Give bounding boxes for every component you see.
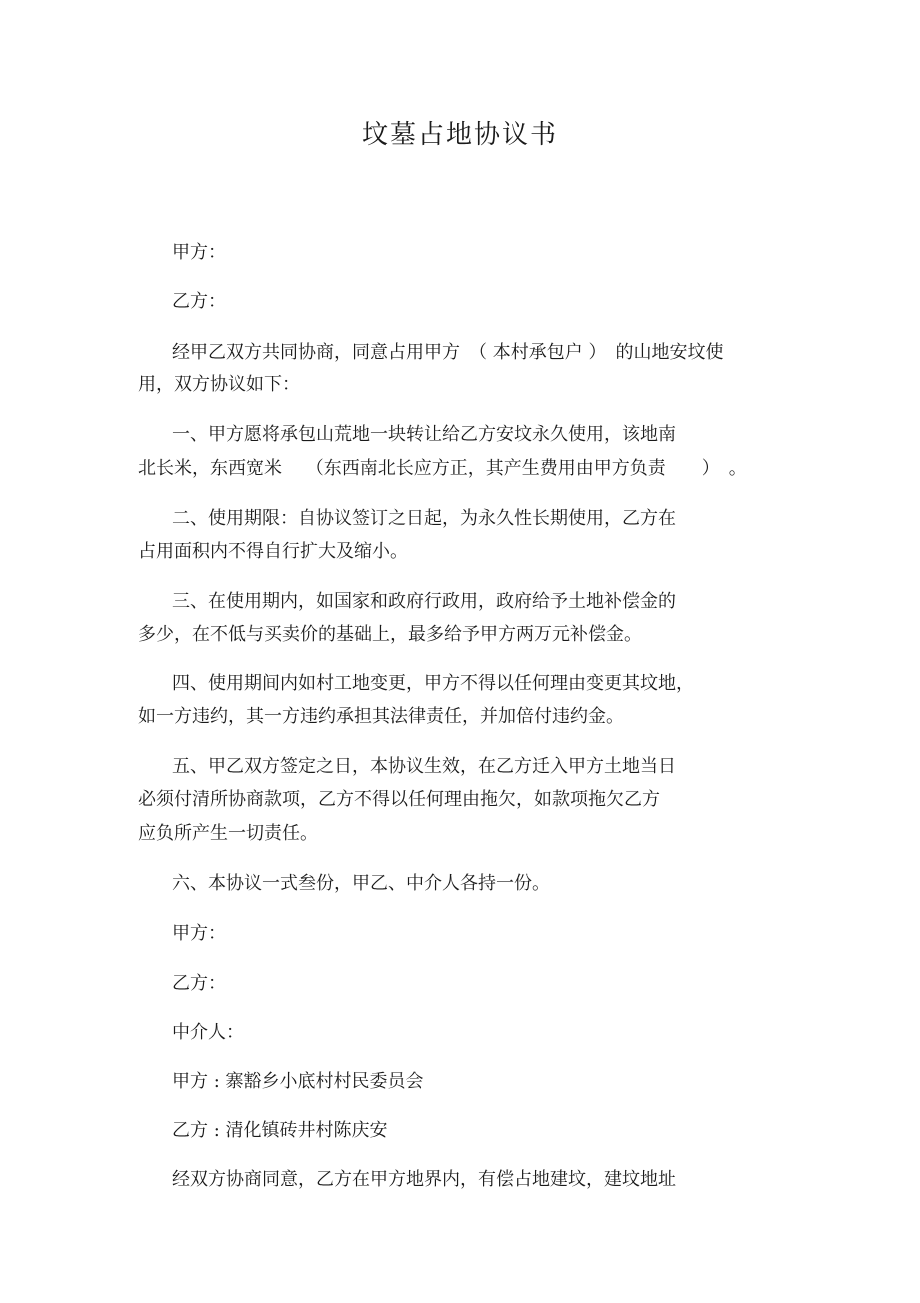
party-a-name: 甲方 : 寨豁乡小底村村民委员会 <box>172 1071 424 1092</box>
preamble-line-1: 经甲乙双方共同协商，同意占用甲方 （ 本村承包户 ） 的山地安坟使 <box>172 342 724 363</box>
clause-3-line-1: 三、在使用期内，如国家和政府行政用，政府给予土地补偿金的 <box>172 591 676 612</box>
party-a-label: 甲方： <box>172 242 226 263</box>
clause-2-line-1: 二、使用期限：自协议签订之日起，为永久性长期使用，乙方在 <box>172 508 676 529</box>
clause-6-line-1: 六、本协议一式叁份，甲乙、中介人各持一份。 <box>172 873 550 894</box>
final-paragraph-line-1: 经双方协商同意，乙方在甲方地界内，有偿占地建坟，建坟地址 <box>172 1169 676 1190</box>
clause-1-line-2: 北长米，东西宽米 （东西南北长应方正，其产生费用由甲方负责 ） 。 <box>138 458 747 479</box>
clause-2-line-2: 占用面积内不得自行扩大及缩小。 <box>138 541 408 562</box>
clause-4-line-1: 四、使用期间内如村工地变更，甲方不得以任何理由变更其坟地， <box>172 673 694 694</box>
preamble-line-2: 用，双方协议如下： <box>138 374 300 395</box>
clause-5-line-3: 应负所产生一切责任。 <box>138 823 318 844</box>
party-b-name: 乙方 : 清化镇砖井村陈庆安 <box>172 1120 388 1141</box>
signature-party-a: 甲方： <box>172 923 226 944</box>
signature-party-b: 乙方： <box>172 973 226 994</box>
clause-4-line-2: 如一方违约，其一方违约承担其法律责任，并加倍付违约金。 <box>138 706 624 727</box>
party-b-label: 乙方： <box>172 291 226 312</box>
page-title: 坟墓占地协议书 <box>361 120 558 150</box>
clause-5-line-1: 五、甲乙双方签定之日，本协议生效，在乙方迁入甲方土地当日 <box>172 756 676 777</box>
clause-3-line-2: 多少，在不低与买卖价的基础上，最多给予甲方两万元补偿金。 <box>138 624 642 645</box>
clause-5-line-2: 必须付清所协商款项，乙方不得以任何理由拖欠，如款项拖欠乙方 <box>138 789 660 810</box>
clause-1-line-1: 一、甲方愿将承包山荒地一块转让给乙方安坟永久使用，该地南 <box>172 424 676 445</box>
signature-intermediary: 中介人： <box>172 1022 244 1043</box>
